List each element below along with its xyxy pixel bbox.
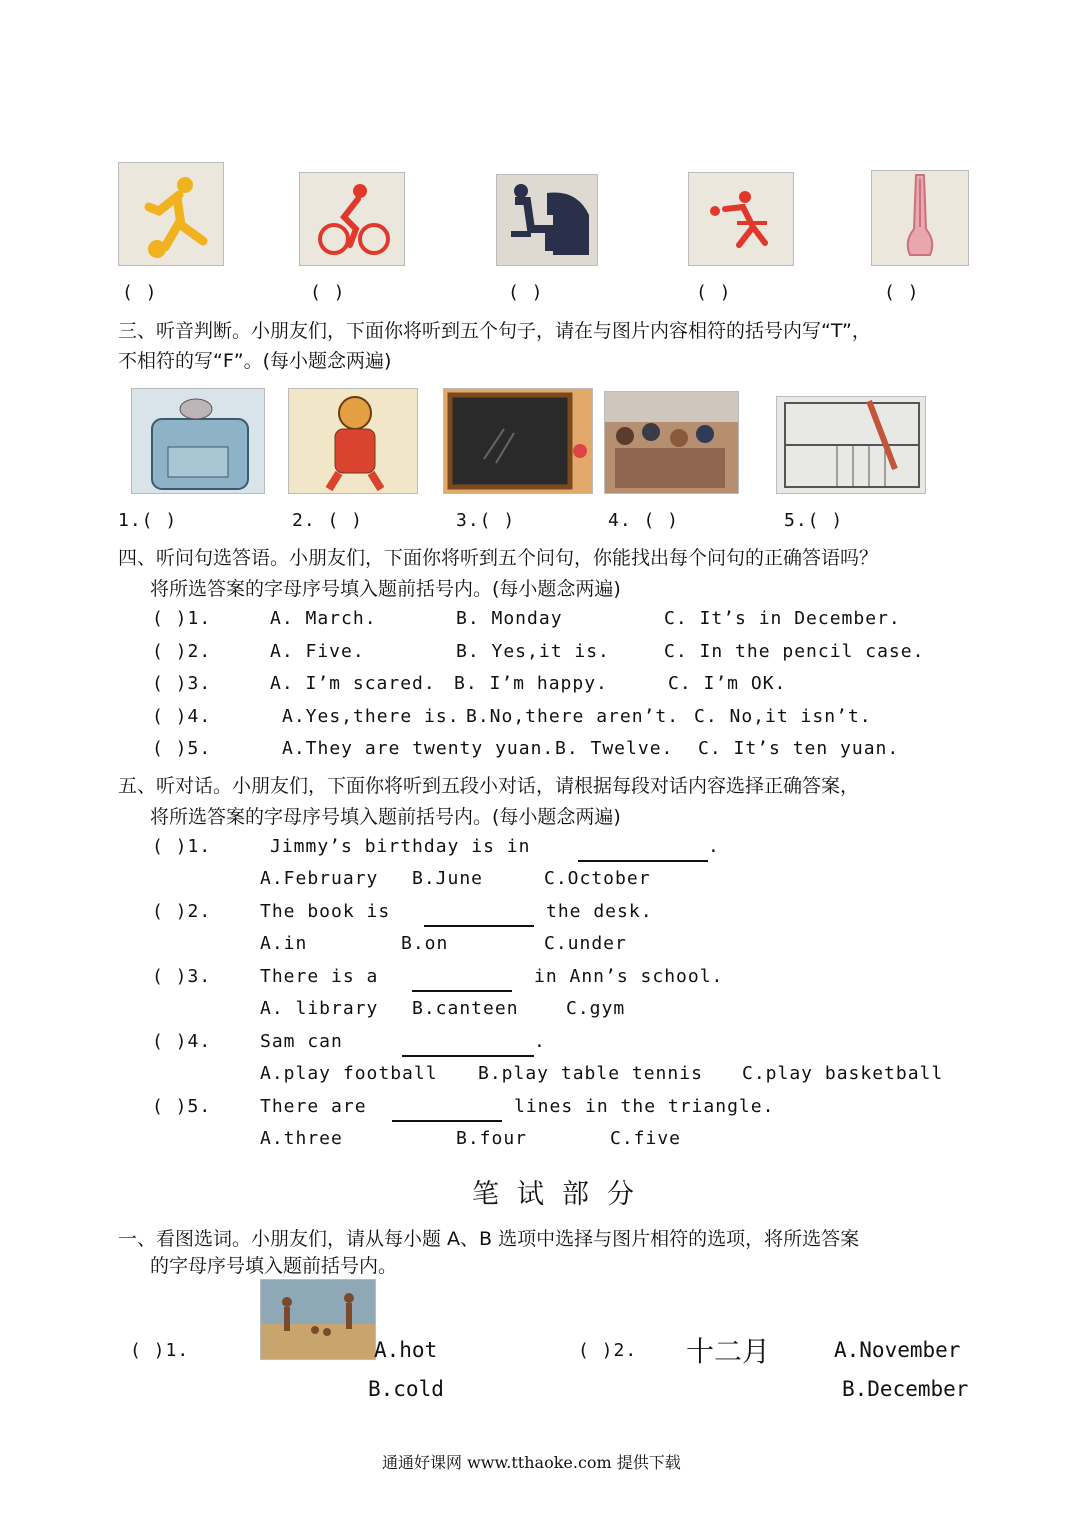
sec4-q5-a: A.They are twenty yuan. (282, 738, 555, 759)
sec5-q1-c: C.October (544, 868, 651, 889)
sec5-q5-blank[interactable] (392, 1102, 502, 1122)
football-picture (118, 162, 224, 266)
sec5-q4-pre: Sam can (260, 1031, 343, 1052)
badminton-racket-picture (871, 170, 969, 266)
tiger-icon (289, 389, 417, 493)
sec5-title-line2: 将所选答案的字母序号填入题前括号内。(每小题念两遍) (150, 806, 621, 828)
sec4-q4-num[interactable]: ( )4. (152, 706, 212, 727)
sec5-q5-pre: There are (260, 1096, 367, 1117)
sec5-q5-a: A.three (260, 1128, 343, 1149)
sec5-q3-c: C.gym (566, 998, 626, 1019)
sec4-q1-c: C. It’s in December. (664, 608, 901, 629)
racket-icon (872, 171, 968, 265)
sec2-bracket-1[interactable]: ( ) (122, 282, 158, 303)
sec3-answer-2[interactable]: 2. ( ) (292, 510, 364, 531)
sec3-answer-4[interactable]: 4. ( ) (608, 510, 680, 531)
beach-icon (261, 1280, 375, 1359)
sec5-q3-pre: There is a (260, 966, 379, 987)
crowd-icon (605, 392, 738, 493)
written-q2-b: B.December (842, 1377, 969, 1401)
written-q2-word: 十二月 (686, 1335, 771, 1368)
sec2-bracket-2[interactable]: ( ) (310, 282, 346, 303)
written-q2-num[interactable]: ( )2. (578, 1340, 638, 1361)
sec4-q4-b: B.No,there aren’t. (466, 706, 680, 727)
piano-icon (497, 175, 597, 265)
sec4-q3-c: C. I’m OK. (668, 673, 787, 694)
written-heading: 笔试部分 (472, 1179, 652, 1210)
sec5-title-line1: 五、听对话。小朋友们，下面你将听到五段小对话，请根据每段对话内容选择正确答案， (118, 775, 860, 797)
sec5-q5-num[interactable]: ( )5. (152, 1096, 212, 1117)
sec5-q3-num[interactable]: ( )3. (152, 966, 212, 987)
sec5-q2-a: A.in (260, 933, 308, 954)
pencil-lines-icon (777, 397, 925, 493)
schoolbag-mouse-picture (131, 388, 265, 494)
schoolbag-icon (132, 389, 264, 493)
sec5-q4-c: C.play basketball (742, 1063, 944, 1084)
sec4-q2-a: A. Five. (270, 641, 365, 662)
sec4-title-line1: 四、听问句选答语。小朋友们，下面你将听到五个问句，你能找出每个问句的正确答语吗？ (118, 547, 879, 569)
sec5-q2-blank[interactable] (424, 907, 534, 927)
sec2-bracket-4[interactable]: ( ) (696, 282, 732, 303)
sec5-q1-pre: Jimmy’s birthday is in (270, 836, 531, 857)
written-q1-num[interactable]: ( )1. (130, 1340, 190, 1361)
sec5-q3-post: in Ann’s school. (534, 966, 724, 987)
sec4-q5-b: B. Twelve. (555, 738, 674, 759)
sec4-q3-a: A. I’m scared. (270, 673, 436, 694)
sec5-q5-c: C.five (610, 1128, 682, 1149)
sec2-bracket-5[interactable]: ( ) (884, 282, 920, 303)
sec5-q3-a: A. library (260, 998, 379, 1019)
sec5-q1-b: B.June (412, 868, 484, 889)
sec4-q3-b: B. I’m happy. (454, 673, 608, 694)
table-tennis-picture (688, 172, 794, 266)
sec4-q2-c: C. In the pencil case. (664, 641, 925, 662)
piano-picture (496, 174, 598, 266)
sec3-title-line2: 不相符的写“F”。(每小题念两遍) (118, 350, 392, 372)
footer-credit: 通通好课网 www.tthaoke.com 提供下载 (382, 1453, 681, 1472)
sec5-q2-post: the desk. (546, 901, 653, 922)
written-title-line1: 一、看图选词。小朋友们，请从每小题 A、B 选项中选择与图片相符的选项，将所选答案 (118, 1228, 860, 1250)
sec5-q4-post: . (534, 1031, 546, 1052)
sec5-q3-b: B.canteen (412, 998, 519, 1019)
sec5-q1-post: . (708, 836, 720, 857)
written-q1-a: A.hot (374, 1338, 438, 1362)
sec5-q4-b: B.play table tennis (478, 1063, 703, 1084)
written-title-line2: 的字母序号填入题前括号内。 (150, 1255, 398, 1277)
sec4-q5-num[interactable]: ( )5. (152, 738, 212, 759)
sec3-title-line1: 三、听音判断。小朋友们，下面你将听到五个句子，请在与图片内容相符的括号内写“T”， (118, 320, 871, 342)
sec3-answer-1[interactable]: 1.( ) (118, 510, 178, 531)
sec3-answer-5[interactable]: 5.( ) (784, 510, 844, 531)
written-q2-a: A.November (834, 1338, 961, 1362)
football-player-icon (119, 163, 223, 265)
table-tennis-icon (689, 173, 793, 265)
sec2-bracket-3[interactable]: ( ) (508, 282, 544, 303)
sec5-q1-a: A.February (260, 868, 379, 889)
sec5-q1-blank[interactable] (578, 842, 708, 862)
sec4-q1-num[interactable]: ( )1. (152, 608, 212, 629)
lines-drawing-picture (776, 396, 926, 494)
sec5-q5-post: lines in the triangle. (514, 1096, 775, 1117)
sec4-q2-num[interactable]: ( )2. (152, 641, 212, 662)
sec4-q1-b: B. Monday (456, 608, 563, 629)
written-q1-b: B.cold (368, 1377, 444, 1401)
sec5-q2-b: B.on (401, 933, 449, 954)
sec4-q4-a: A.Yes,there is. (282, 706, 460, 727)
sec5-q1-num[interactable]: ( )1. (152, 836, 212, 857)
sec4-q4-c: C. No,it isn’t. (694, 706, 872, 727)
sec5-q2-c: C.under (544, 933, 627, 954)
sec5-q4-num[interactable]: ( )4. (152, 1031, 212, 1052)
beach-picture (260, 1279, 376, 1360)
crowd-picture (604, 391, 739, 494)
sec5-q4-a: A.play football (260, 1063, 438, 1084)
cycling-picture (299, 172, 405, 266)
tiger-picture (288, 388, 418, 494)
sec5-q4-blank[interactable] (402, 1037, 534, 1057)
sec4-q3-num[interactable]: ( )3. (152, 673, 212, 694)
sec4-q1-a: A. March. (270, 608, 377, 629)
sec4-q5-c: C. It’s ten yuan. (698, 738, 900, 759)
blackboard-picture (443, 388, 593, 494)
cycling-icon (300, 173, 404, 265)
blackboard-icon (444, 389, 592, 493)
sec4-title-line2: 将所选答案的字母序号填入题前括号内。(每小题念两遍) (150, 578, 621, 600)
sec5-q2-pre: The book is (260, 901, 391, 922)
sec4-q2-b: B. Yes,it is. (456, 641, 610, 662)
sec5-q5-b: B.four (456, 1128, 528, 1149)
sec5-q2-num[interactable]: ( )2. (152, 901, 212, 922)
sec3-answer-3[interactable]: 3.( ) (456, 510, 516, 531)
sec5-q3-blank[interactable] (412, 972, 512, 992)
